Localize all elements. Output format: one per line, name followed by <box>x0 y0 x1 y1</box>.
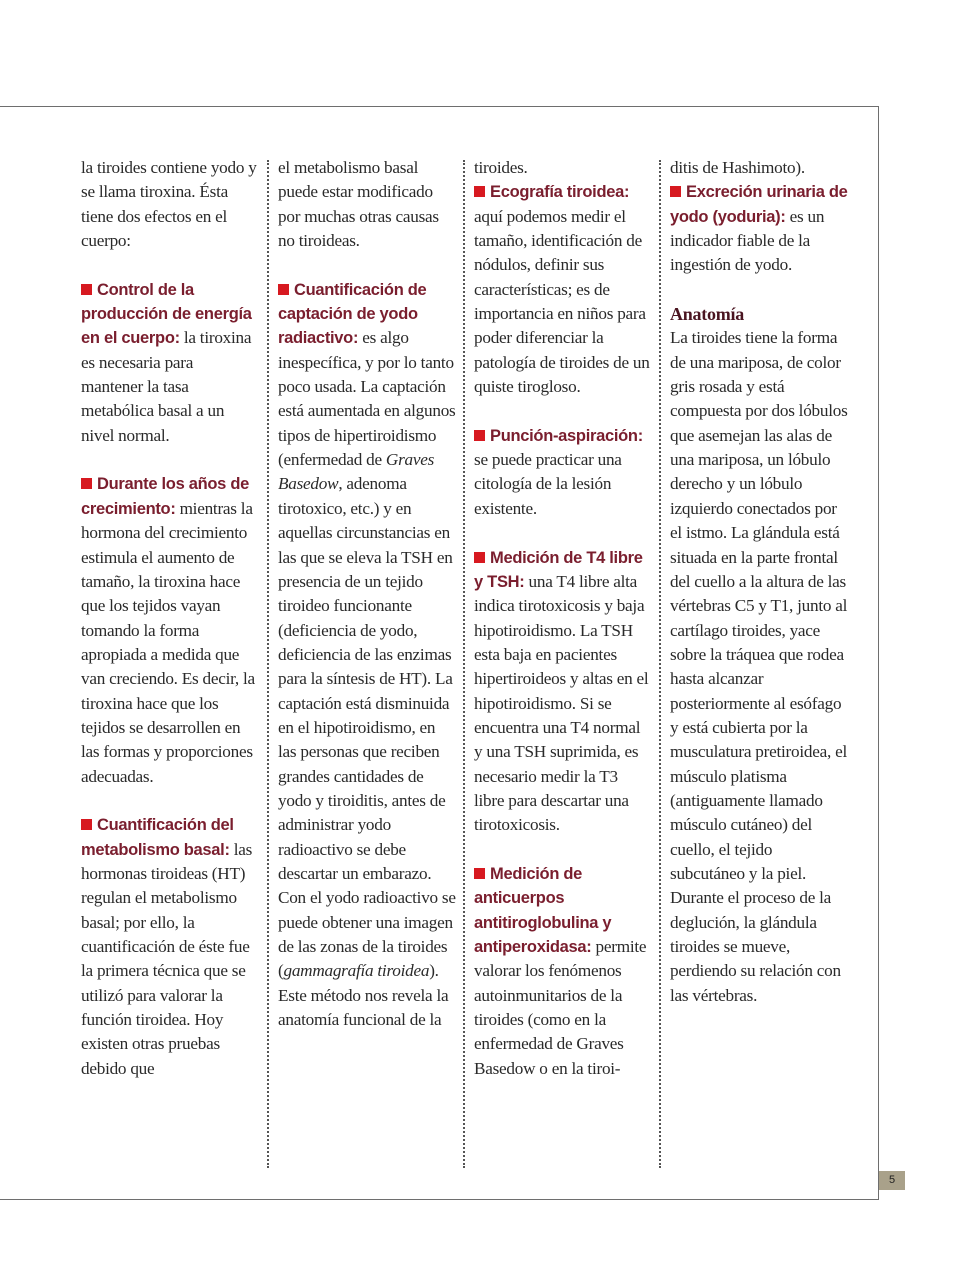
bullet-square-icon <box>670 186 681 197</box>
section-puncion <box>474 424 652 521</box>
section-heading: Control de la producción de energía en el cuerpo: <box>81 280 252 348</box>
italic-term: gammagrafía tiroidea <box>283 961 430 981</box>
section-text: las hormonas tiroideas (HT) regulan el metabolismo basal; por ello, la cuantificación de éste fue la primera técnica que se utilizó para valorar la función tiroidea. Hoy existen otras pruebas debido que <box>81 839 253 1078</box>
column-divider <box>463 160 465 1168</box>
paragraph: la tiroides contiene yodo y se llama tiroxina. Ésta tiene dos efectos en el cuerpo: <box>81 158 257 251</box>
section-heading: Excreción urinaria de yodo (yoduria): <box>670 183 848 226</box>
section-yoduria <box>670 180 848 277</box>
section-heading: Medición de anticuerpos antitiroglobulina y antiperoxidasa: <box>474 864 612 956</box>
text-column-1 <box>81 156 259 1166</box>
section-heading: Punción-aspiración: <box>474 427 643 445</box>
section-captacion-yodo: Cuantificación de captación de yodo radiactivo: es algo inespecífica, y por lo tanto poco usada. La captación está aumentada en algunos tipos de hipertiroidismo (enfermedad de Graves Basedow, adenoma tirotoxico, etc.) y en aquellas circunstancias en las que se eleva la TSH en presencia de un tejido tiroideo funcionante (deficiencia de yodo, deficiencia de las enzimas para la síntesis de HT). La captación está disminuida en el hipotiroidismo, en las personas que reciben grandes cantidades de yodo y tiroiditis, antes de administrar yodo radioactivo se debe descartar un embarazo. Con el yodo radioactivo se puede obtener una imagen de las zonas de la tiroides (gammagrafía tiroidea). Este método nos revela la anatomía funcional de la <box>278 280 456 1030</box>
section-crecimiento <box>81 472 259 788</box>
bullet-square-icon <box>474 186 485 197</box>
section-text: La tiroides tiene la forma de una mariposa, de color gris rosada y está compuesta por dos lóbulos que asemejan las alas de una mariposa, un lóbulo derecho y un lóbulo izquierdo conectados por el istmo. La glándula está situada en la parte frontal del cuello a la altura de las vértebras C5 y T1, junto al cartílago tiroides, yace sobre la tráquea que rodea hasta alcanzar posteriormente al esófago y está cubierta por la musculatura pretiroidea, el músculo platisma (antiguamente llamado músculo cutáneo) del cuello, el tejido subcutáneo y la piel. Durante el proceso de la deglución, la glándula tiroides se mueve, perdiendo su relación con las vértebras. <box>670 328 848 1005</box>
paragraph: el metabolismo basal puede estar modificado por muchas otras causas no tiroideas. <box>278 158 439 251</box>
bullet-square-icon <box>81 478 92 489</box>
text-column-4 <box>670 156 848 1166</box>
section-heading: Durante los años de crecimiento: <box>81 475 250 518</box>
subsection-heading: Anatomía <box>670 304 744 325</box>
bullet-square-icon <box>81 284 92 295</box>
section-heading: Cuantificación del metabolismo basal: <box>81 816 234 859</box>
section-heading: Medición de T4 libre y TSH: <box>474 548 643 591</box>
text-column-2 <box>278 156 456 1166</box>
bullet-square-icon <box>278 284 289 295</box>
italic-term: Graves Basedow <box>278 450 435 494</box>
section-text: mientras la hormona del crecimiento estimula el aumento de tamaño, la tiroxina hace que los tejidos vayan tomando la forma apropiada a medida que van creciendo. Es decir, la tiroxina hace que los tejidos se desarrollen en las formas y proporciones adecuadas. <box>81 498 255 786</box>
text-column-3 <box>474 156 652 1166</box>
section-t4-tsh <box>474 546 652 838</box>
page-number: 5 <box>879 1171 905 1190</box>
bullet-square-icon <box>474 552 485 563</box>
paragraph: tiroides. <box>474 158 528 177</box>
section-heading: Ecografía tiroidea: <box>474 183 629 201</box>
section-text: se puede practicar una citología de la lesión existente. <box>474 450 622 518</box>
column-divider <box>659 160 661 1168</box>
section-heading: Cuantificación de captación de yodo radiactivo: <box>278 280 427 348</box>
section-text: aquí podemos medir el tamaño, identificación de nódulos, definir sus características; es de importancia en niños para poder diferenciar la patología de tiroides de un quiste tirogloso. <box>474 206 650 397</box>
bullet-square-icon <box>474 868 485 879</box>
section-anatomia <box>670 302 848 1008</box>
section-text: una T4 libre alta indica tirotoxicosis y baja hipotiroidismo. La TSH esta baja en pacientes hipertiroideos y altas en el hipotiroidismo. Si se encuentra una T4 normal y una TSH suprimida, es necesario medir la T3 libre para descartar una tirotoxicosis. <box>474 571 649 835</box>
column-divider <box>267 160 269 1168</box>
section-text: la tiroxina es necesaria para mantener la tasa metabólica basal a un nivel normal. <box>81 328 252 445</box>
bullet-square-icon <box>81 819 92 830</box>
section-text: es un indicador fiable de la ingestión de yodo. <box>670 206 825 275</box>
section-metabolismo-basal <box>81 813 259 1081</box>
section-control-energia <box>81 278 259 448</box>
section-text: permite valorar los fenómenos autoinmunitarios de la tiroides (como en la enfermedad de Graves Basedow o en la tiroi- <box>474 937 647 1078</box>
section-ecografia <box>474 180 652 399</box>
section-anticuerpos <box>474 862 652 1081</box>
paragraph: ditis de Hashimoto). <box>670 158 805 177</box>
bullet-square-icon <box>474 430 485 441</box>
